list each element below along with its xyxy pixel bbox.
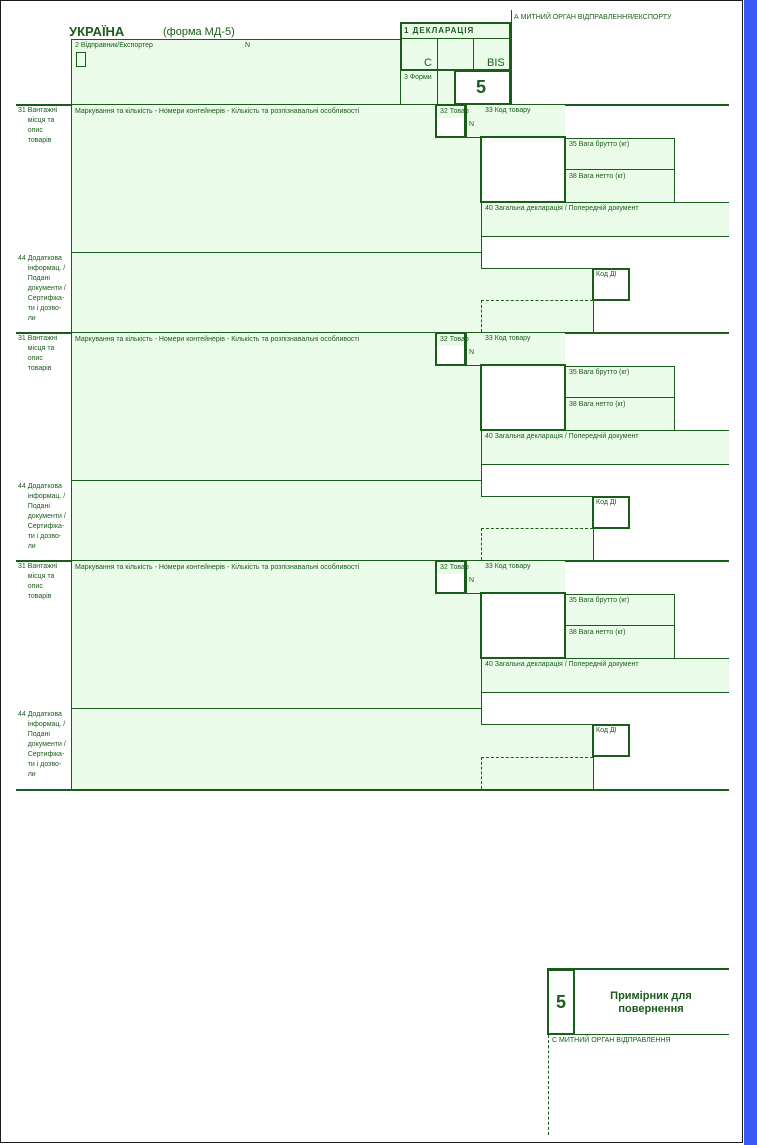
net-weight-label: 38 Вага нетто (кг): [569, 173, 626, 180]
copy-number: 5: [476, 77, 487, 97]
code-di-dash-v: [481, 528, 482, 560]
right-column-line: [481, 237, 482, 269]
code-di-label: Код ДІ: [596, 271, 617, 278]
additional-info-field[interactable]: [71, 253, 481, 332]
code-di-dash-v: [481, 300, 482, 332]
declaration-c: C: [424, 57, 432, 69]
goods-description-field[interactable]: [71, 333, 481, 481]
customs-a-label: А МИТНИЙ ОРГАН ВІДПРАВЛЕННЯ/ЕКСПОРТУ: [514, 14, 672, 21]
code-di-vline: [593, 757, 594, 789]
customs-a-border: [511, 10, 512, 104]
places-label: 31 Вантажні місця та опис товарів: [18, 335, 58, 372]
exporter-checkbox[interactable]: [76, 52, 86, 67]
summary-declaration-label: 40 Загальна декларація / Попередній документ: [485, 433, 639, 440]
net-weight-label: 38 Вага нетто (кг): [569, 401, 626, 408]
item-right-line: [466, 332, 467, 366]
goods-description-field[interactable]: [71, 105, 481, 253]
customs-c-label: С МИТНИЙ ОРГАН ВІДПРАВЛЕННЯ: [552, 1037, 671, 1044]
exporter-n: N: [245, 42, 251, 49]
commodity-code-label: 33 Код товару: [485, 563, 531, 570]
summary-declaration-label: 40 Загальна декларація / Попередній документ: [485, 205, 639, 212]
forms-label: 3 Форми: [404, 74, 432, 81]
code-box[interactable]: [480, 136, 566, 203]
net-weight-label: 38 Вага нетто (кг): [569, 629, 626, 636]
vertical-scrollbar[interactable]: [744, 0, 757, 1145]
form-bottom-rule: [16, 789, 729, 791]
item-n: N: [469, 121, 475, 128]
code-di-vline: [593, 300, 594, 332]
item-label: 32 Товар: [440, 336, 469, 343]
item-n: N: [469, 577, 475, 584]
summary-declaration-label: 40 Загальна декларація / Попередній документ: [485, 661, 639, 668]
places-label: 31 Вантажні місця та опис товарів: [18, 563, 58, 600]
code-box[interactable]: [480, 592, 566, 659]
marking-label: Маркування та кількість - Номери контейнерів - Кількість та розпізнавальні особливості: [75, 564, 360, 571]
copy-title: Примірник для повернення: [610, 990, 692, 1015]
marking-label: Маркування та кількість - Номери контейнерів - Кількість та розпізнавальні особливості: [75, 336, 360, 343]
additional-info-field[interactable]: [71, 481, 481, 560]
copy-box-dash-v: [548, 1035, 549, 1135]
places-label: 31 Вантажні місця та опис товарів: [18, 107, 58, 144]
additional-info-label: 44 Додаткова інформац. / Подані документи / Сертифіка- ти і дозво- ли: [18, 483, 66, 550]
code-di-dash-h: [481, 757, 593, 758]
marking-label: Маркування та кількість - Номери контейнерів - Кількість та розпізнавальні особливості: [75, 108, 360, 115]
right-column-line: [481, 465, 482, 497]
item-label: 32 Товар: [440, 108, 469, 115]
code-di-label: Код ДІ: [596, 499, 617, 506]
additional-info-label: 44 Додаткова інформац. / Подані документи / Сертифіка- ти і дозво- ли: [18, 711, 66, 778]
right-column-line: [481, 693, 482, 725]
declaration-label: 1 ДЕКЛАРАЦІЯ: [404, 26, 475, 35]
gross-weight-label: 35 Вага брутто (кг): [569, 141, 630, 148]
country-title: УКРАЇНА: [69, 24, 125, 39]
code-di-dash-v: [481, 757, 482, 789]
goods-description-field[interactable]: [71, 561, 481, 709]
code-di-vline: [593, 528, 594, 560]
commodity-code-label: 33 Код товару: [485, 335, 531, 342]
code-di-dash-h: [481, 300, 593, 301]
gross-weight-label: 35 Вага брутто (кг): [569, 597, 630, 604]
forms-inner-line: [437, 71, 438, 104]
declaration-col2: [473, 38, 474, 70]
copy-number-footer: 5: [556, 992, 567, 1012]
declaration-divider: [401, 38, 510, 39]
item-n: N: [469, 349, 475, 356]
code-box[interactable]: [480, 364, 566, 431]
item-label: 32 Товар: [440, 564, 469, 571]
copy-box-mid-line: [547, 1034, 729, 1035]
gross-weight-label: 35 Вага брутто (кг): [569, 369, 630, 376]
form-title: (форма МД-5): [163, 26, 235, 38]
item-right-line: [466, 560, 467, 594]
additional-info-field[interactable]: [71, 709, 481, 789]
code-di-label: Код ДІ: [596, 727, 617, 734]
code-di-dash-h: [481, 528, 593, 529]
exporter-label: 2 Відправник/Експортер: [75, 42, 153, 49]
commodity-code-label: 33 Код товару: [485, 107, 531, 114]
declaration-col1: [437, 38, 438, 70]
additional-info-label: 44 Додаткова інформац. / Подані документи / Сертифіка- ти і дозво- ли: [18, 255, 66, 322]
item-right-line: [466, 104, 467, 138]
declaration-bis: BIS: [487, 57, 505, 69]
